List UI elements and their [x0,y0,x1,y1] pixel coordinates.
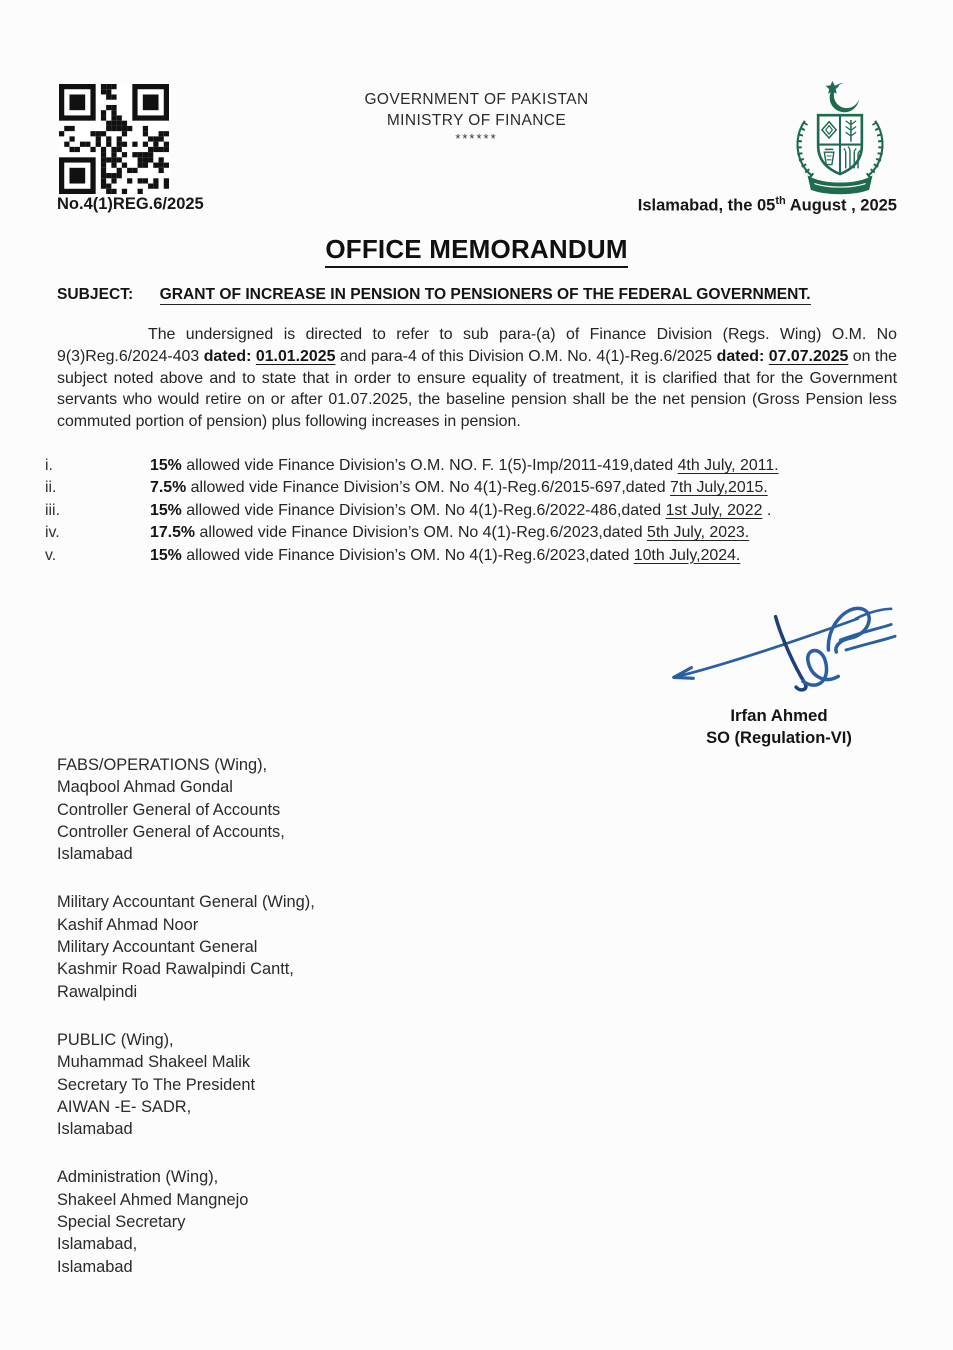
increase-list [45,455,915,567]
increase-text: 7.5% allowed vide Finance Division’s OM. No 4(1)-Reg.6/2015-697,dated 7th July,2015. [150,479,768,497]
increase-text: 15% allowed vide Finance Division’s OM. No 4(1)-Reg.6/2022-486,dated 1st July, 2022 . [150,501,772,519]
increase-item [45,545,915,567]
list-numeral: ii. [45,479,57,497]
dated-label: dated: [716,347,769,365]
increase-text: 15% allowed vide Finance Division’s OM. No 4(1)-Reg.6/2023,dated 10th July,2024. [150,546,741,564]
address-line: Shakeel Ahmed Mangnejo [57,1190,249,1209]
dated-value: 01.01.2025 [255,347,336,365]
list-numeral: iv. [45,524,60,542]
address-line: Kashmir Road Rawalpindi Cantt, [57,960,294,979]
address-line: Administration (Wing), [57,1168,219,1187]
address-line: FABS/OPERATIONS (Wing), [57,756,268,774]
address-line: Islamabad, [57,1235,138,1254]
increase-item [45,455,915,477]
address-line: Kashif Ahmad Noor [57,915,199,934]
list-numeral: v. [45,546,57,564]
ministry-line: MINISTRY OF FINANCE [386,112,567,129]
government-line: GOVERNMENT OF PAKISTAN [364,91,589,108]
address-line: PUBLIC (Wing), [57,1030,174,1049]
address-line: Maqbool Ahmad Gondal [57,778,233,797]
address-line: Islamabad [57,1257,133,1276]
reference-number: No.4(1)REG.6/2025 [57,195,204,213]
body-paragraph [57,324,897,433]
signatory-designation: SO (Regulation-VI) [706,729,852,747]
dated-value: 07.07.2025 [768,347,849,365]
subject-label: SUBJECT: [57,286,134,303]
address-block [57,754,557,865]
signature [662,598,897,698]
subject-row [57,286,902,304]
address-line: AIWAN -E- SADR, [57,1097,192,1116]
title-wrap [0,234,953,268]
address-line: Islamabad [57,1120,133,1139]
signature-block [648,598,910,750]
address-line: Military Accountant General (Wing), [57,893,315,912]
increase-text: 17.5% allowed vide Finance Division’s OM. No 4(1)-Reg.6/2023,dated 5th July, 2023. [150,524,750,542]
increase-item [45,500,915,522]
increase-item [45,477,915,499]
subject-text: GRANT OF INCREASE IN PENSION TO PENSIONERS OF THE FEDERAL GOVERNMENT. [159,286,811,303]
list-numeral: iii. [45,501,61,519]
dated-label: dated: [203,347,256,365]
distribution-list [57,754,557,1304]
paragraph-run: The undersigned is directed to refer to sub para-(a) of Finance Division (Regs. Wing) O.M. No 9(3)Reg.6/2024-403 [57,326,897,365]
signatory-name: Irfan Ahmed [730,706,828,725]
address-block [57,1166,557,1277]
address-line: Islamabad [57,845,133,864]
pakistan-emblem-icon [783,76,897,198]
page-title: OFFICE MEMORANDUM [325,234,627,268]
increase-item [45,522,915,544]
address-block [57,891,557,1002]
increase-text: 15% allowed vide Finance Division’s O.M. NO. F. 1(5)-Imp/2011-419,dated 4th July, 2011. [150,457,779,474]
date-superscript: th [775,195,786,207]
address-block [57,1029,557,1140]
address-line: Military Accountant General [57,938,258,957]
paragraph-run: and para-4 of this Division O.M. No. 4(1)-Reg.6/2025 [335,347,717,365]
address-line: Special Secretary [57,1213,186,1232]
address-line: Muhammad Shakeel Malik [57,1053,251,1072]
address-line: Rawalpindi [57,982,138,1001]
list-numeral: i. [45,457,53,474]
address-line: Controller General of Accounts, [57,822,285,841]
stars-divider: ****** [455,131,498,146]
reference-row [57,195,897,216]
address-line: Controller General of Accounts [57,800,281,819]
paragraph-run: on the subject noted above and to state that in order to ensure equality of treatment, it is clarified that for the Government servants who would retire on or after 01.07.2025, the baseline pension shall be the net pension (Gross Pension less commuted portion of pension) plus following increases in pension. [57,347,898,431]
address-line: Secretary To The President [57,1075,256,1094]
date-line: Islamabad, the 05th August , 2025 [637,195,897,215]
